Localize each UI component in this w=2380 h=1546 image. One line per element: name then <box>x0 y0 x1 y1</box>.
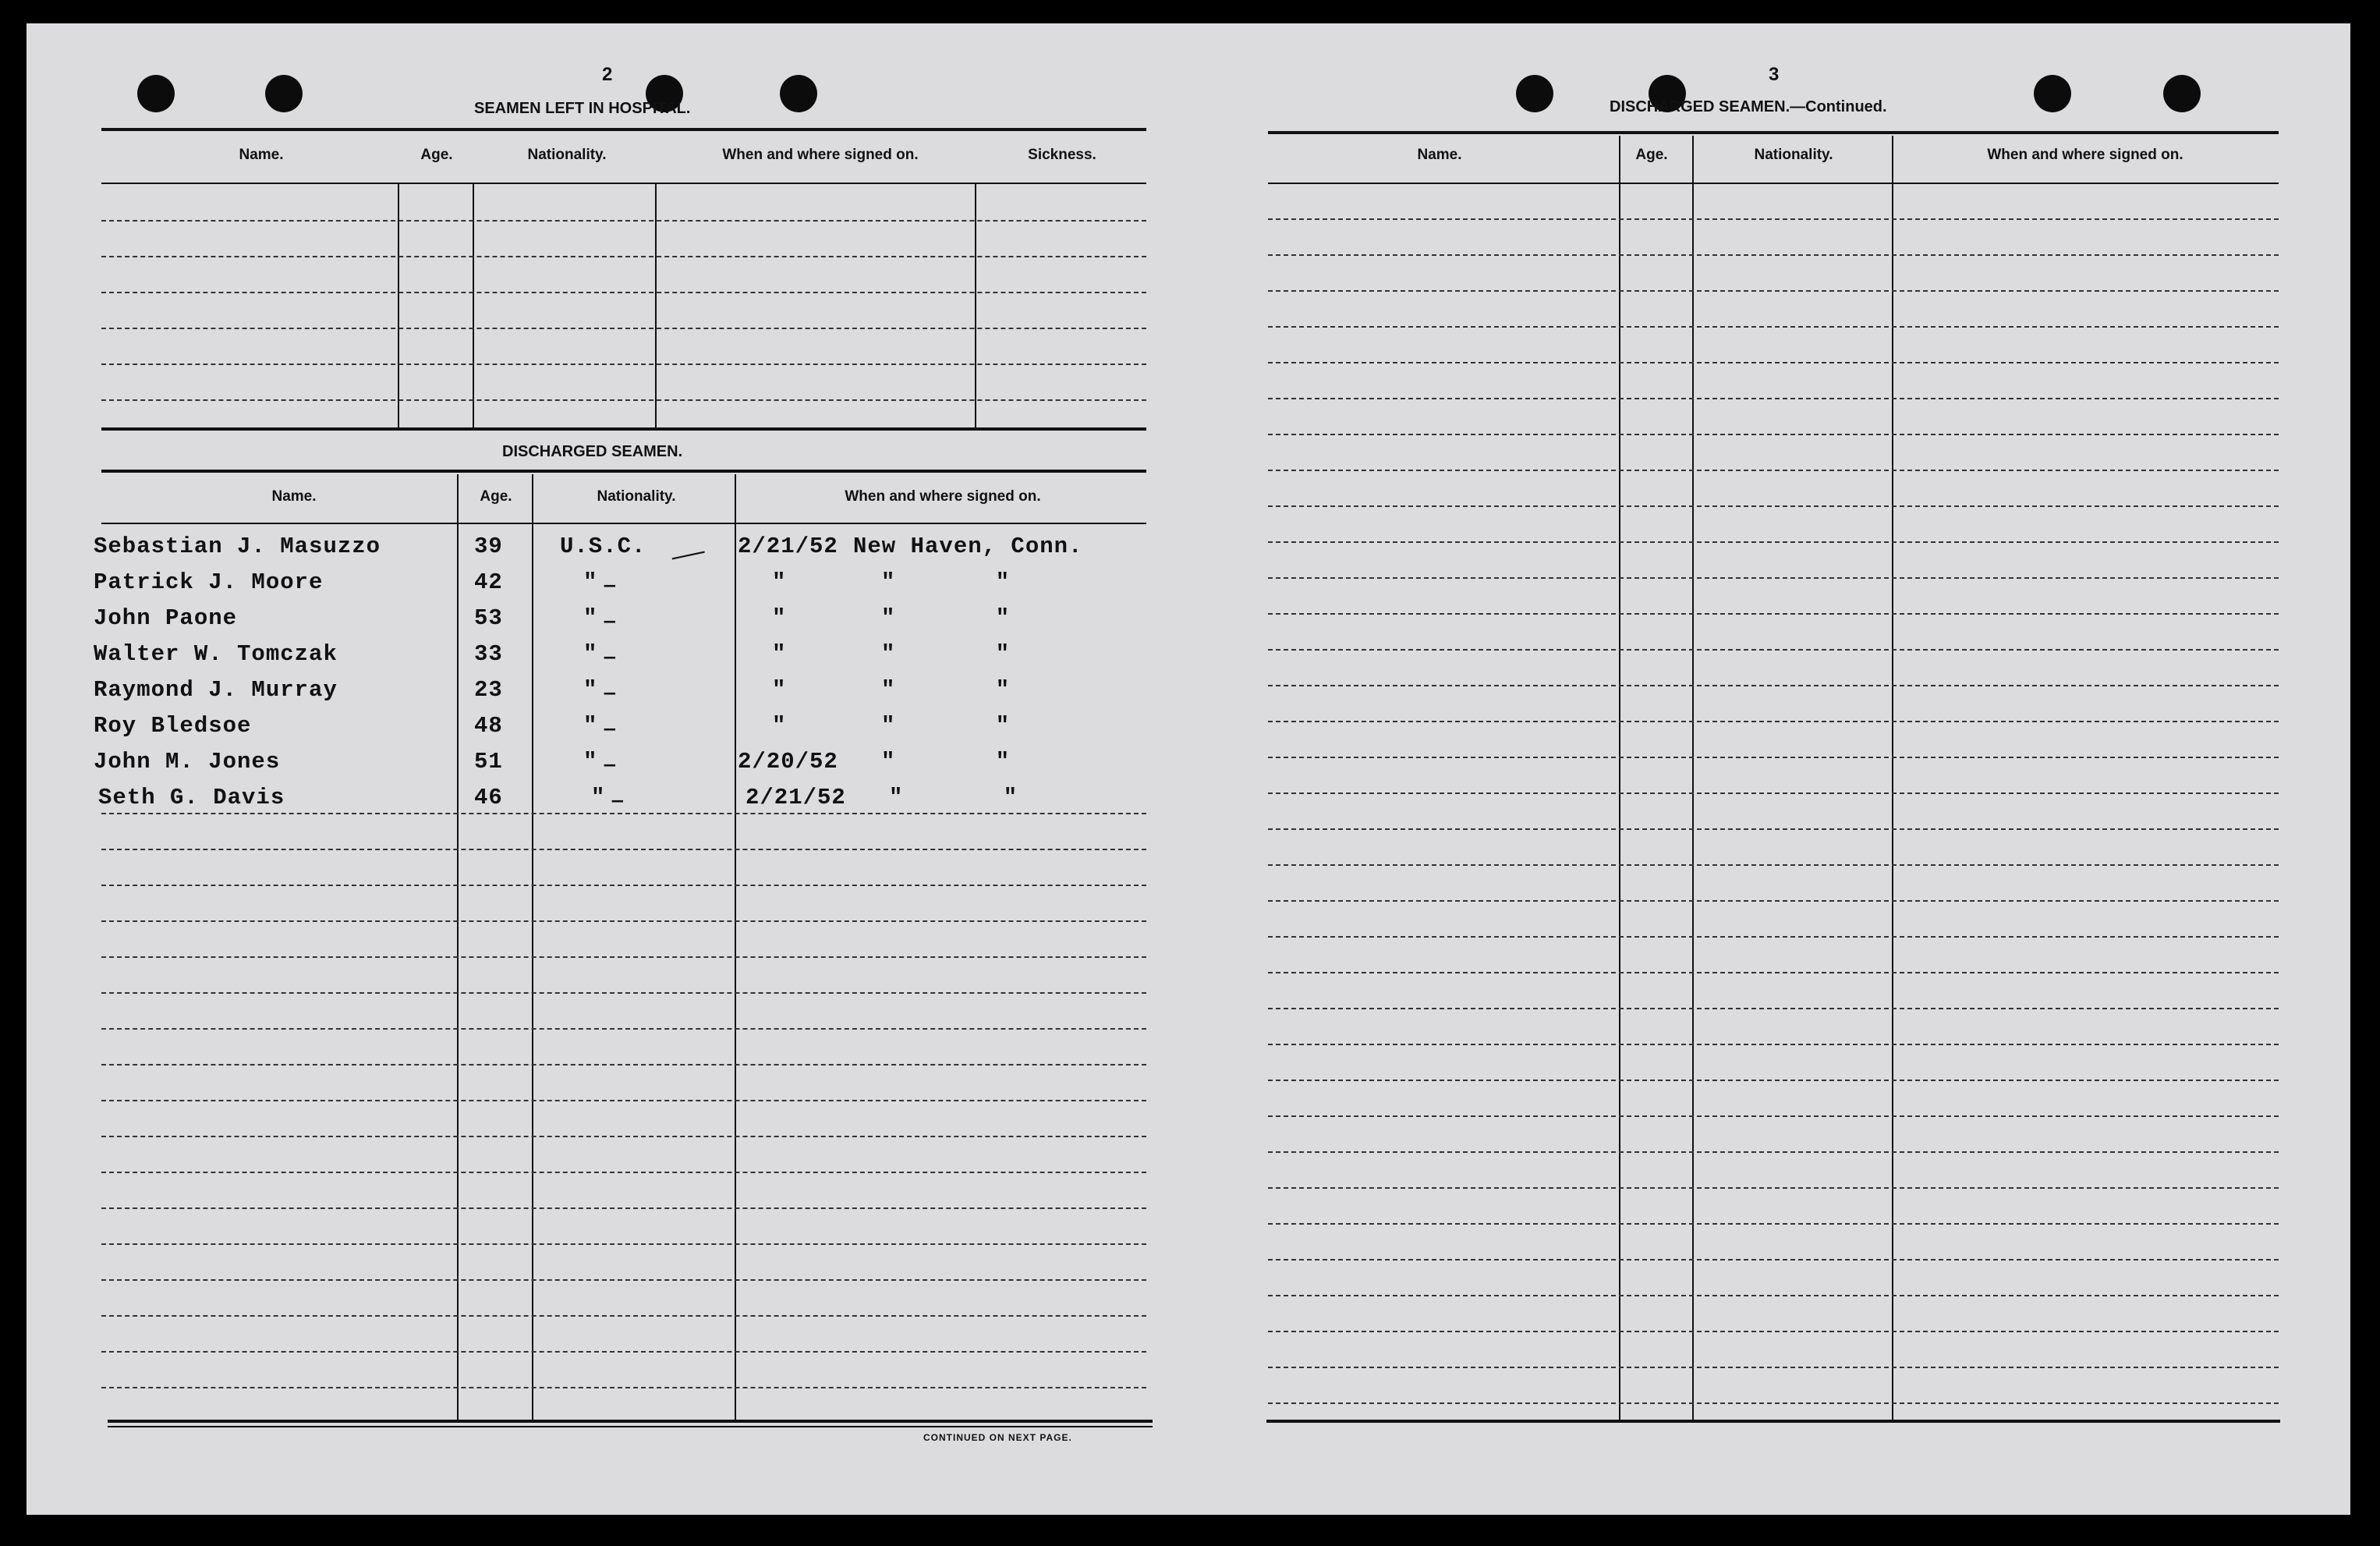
continued-note: CONTINUED ON NEXT PAGE. <box>923 1432 1072 1443</box>
entry-line <box>101 1279 1146 1281</box>
entry-line <box>101 1100 1146 1101</box>
rule <box>101 183 1146 184</box>
signed-on-date: 2/20/52 <box>738 749 838 775</box>
check-mark: ‒ <box>604 574 616 597</box>
discharged-section-title: DISCHARGED SEAMEN. <box>502 443 683 460</box>
entry-line <box>1268 1115 2279 1117</box>
header-signed-on: When and where signed on. <box>1987 147 2183 163</box>
entry-line <box>1268 1259 2279 1261</box>
signed-on-date: " <box>772 677 787 703</box>
signed-on-place: " " <box>881 641 1011 667</box>
seaman-name: John Paone <box>94 605 238 631</box>
seaman-nationality: " <box>583 641 598 667</box>
entry-line <box>1268 1187 2279 1189</box>
entry-line <box>1268 218 2279 220</box>
seaman-nationality: " <box>591 785 606 810</box>
entry-line <box>1268 900 2279 902</box>
signed-on-place: " " <box>881 605 1011 631</box>
entry-line <box>101 220 1146 222</box>
entry-line <box>1268 685 2279 686</box>
rule <box>101 427 1146 431</box>
rule <box>1266 1420 2280 1423</box>
column-divider <box>1619 136 1620 1420</box>
entry-line <box>1268 613 2279 615</box>
signed-on-date: " <box>772 713 787 739</box>
punch-hole <box>1516 75 1553 112</box>
check-mark: ‒ <box>611 789 624 813</box>
signed-on-date: " <box>772 605 787 631</box>
entry-line <box>101 399 1146 401</box>
seaman-nationality: " <box>583 677 598 703</box>
rule <box>101 523 1146 524</box>
rule <box>108 1420 1153 1423</box>
rule <box>1268 183 2279 184</box>
entry-line <box>1268 1331 2279 1332</box>
seaman-nationality: " <box>583 569 598 595</box>
entry-line <box>1268 434 2279 435</box>
entry-line <box>101 363 1146 365</box>
check-mark: ⸺ <box>669 540 708 571</box>
column-divider <box>532 474 533 1420</box>
left-page-number: 2 <box>602 64 613 85</box>
entry-line <box>1268 541 2279 543</box>
seaman-nationality: " <box>583 749 598 775</box>
seaman-age: 53 <box>474 605 503 631</box>
header-sickness: Sickness. <box>1028 147 1096 163</box>
seaman-name: Patrick J. Moore <box>94 569 324 595</box>
header-age: Age. <box>420 147 453 163</box>
punch-hole <box>2163 75 2201 112</box>
signed-on-place: " " <box>881 677 1011 703</box>
entry-line <box>101 813 1146 814</box>
check-mark: ‒ <box>604 718 616 741</box>
entry-line <box>1268 1044 2279 1045</box>
entry-line <box>101 1028 1146 1030</box>
punch-hole <box>2034 75 2071 112</box>
signed-on-place: New Haven, Conn. <box>853 534 1083 559</box>
entry-line <box>101 1207 1146 1209</box>
seaman-age: 46 <box>474 785 503 810</box>
header-nationality: Nationality. <box>1754 147 1833 163</box>
column-divider <box>735 474 736 1420</box>
entry-line <box>1268 290 2279 292</box>
header-name: Name. <box>271 488 317 505</box>
entry-line <box>101 256 1146 257</box>
rule <box>101 470 1146 473</box>
column-divider <box>1892 136 1893 1420</box>
entry-line <box>1268 864 2279 866</box>
seaman-name: Raymond J. Murray <box>94 677 338 703</box>
check-mark: ‒ <box>604 610 616 633</box>
header-signed-on: When and where signed on. <box>722 147 919 163</box>
entry-line <box>1268 505 2279 507</box>
entry-line <box>1268 398 2279 399</box>
signed-on-place: " " <box>881 749 1011 775</box>
seaman-name: John M. Jones <box>94 749 281 775</box>
column-divider <box>457 474 459 1420</box>
header-signed-on: When and where signed on. <box>845 488 1041 505</box>
rule <box>1268 131 2279 134</box>
entry-line <box>101 1387 1146 1388</box>
entry-line <box>1268 649 2279 651</box>
entry-line <box>101 1351 1146 1353</box>
entry-line <box>101 1243 1146 1245</box>
entry-line <box>1268 470 2279 471</box>
rule <box>108 1426 1153 1427</box>
entry-line <box>1268 936 2279 938</box>
seaman-age: 39 <box>474 534 503 559</box>
signed-on-date: 2/21/52 <box>746 785 846 810</box>
check-mark: ‒ <box>604 646 616 669</box>
entry-line <box>1268 1367 2279 1368</box>
punch-hole <box>137 75 175 112</box>
check-mark: ‒ <box>604 682 616 705</box>
punch-hole <box>265 75 303 112</box>
signed-on-date: " <box>772 641 787 667</box>
signed-on-place: " " <box>881 713 1011 739</box>
seaman-nationality: " <box>583 605 598 631</box>
entry-line <box>1268 793 2279 794</box>
seaman-age: 33 <box>474 641 503 667</box>
entry-line <box>1268 1402 2279 1404</box>
entry-line <box>1268 1295 2279 1296</box>
hospital-section-title: SEAMEN LEFT IN HOSPITAL. <box>474 100 691 117</box>
entry-line <box>101 992 1146 994</box>
entry-line <box>1268 757 2279 758</box>
header-age: Age. <box>1635 147 1668 163</box>
signed-on-place: " " <box>889 785 1018 810</box>
seaman-age: 48 <box>474 713 503 739</box>
entry-line <box>1268 254 2279 256</box>
seaman-age: 51 <box>474 749 503 775</box>
entry-line <box>101 885 1146 886</box>
signed-on-date: 2/21/52 <box>738 534 838 559</box>
entry-line <box>1268 1151 2279 1153</box>
entry-line <box>101 1136 1146 1137</box>
entry-line <box>101 292 1146 293</box>
entry-line <box>1268 828 2279 830</box>
seaman-name: Roy Bledsoe <box>94 713 252 739</box>
column-divider <box>1692 136 1694 1420</box>
header-name: Name. <box>1417 147 1462 163</box>
entry-line <box>1268 1008 2279 1009</box>
check-mark: ‒ <box>604 753 616 777</box>
right-section-title: DISCHARGED SEAMEN.—Continued. <box>1610 98 1887 115</box>
entry-line <box>1268 362 2279 363</box>
entry-line <box>101 849 1146 850</box>
seaman-nationality: " <box>583 713 598 739</box>
seaman-age: 23 <box>474 677 503 703</box>
seaman-name: Walter W. Tomczak <box>94 641 338 667</box>
rule <box>101 128 1146 131</box>
entry-line <box>101 328 1146 329</box>
header-nationality: Nationality. <box>597 488 676 505</box>
entry-line <box>1268 1080 2279 1081</box>
signed-on-place: " " <box>881 569 1011 595</box>
entry-line <box>101 1172 1146 1173</box>
entry-line <box>101 956 1146 958</box>
entry-line <box>101 1315 1146 1317</box>
seaman-nationality: U.S.C. <box>560 534 646 559</box>
seaman-name: Sebastian J. Masuzzo <box>94 534 381 559</box>
punch-hole <box>780 75 817 112</box>
signed-on-date: " <box>772 569 787 595</box>
document-scan <box>27 23 2350 1515</box>
entry-line <box>1268 972 2279 973</box>
right-page-number: 3 <box>1769 64 1780 85</box>
seaman-age: 42 <box>474 569 503 595</box>
entry-line <box>101 1064 1146 1066</box>
header-nationality: Nationality. <box>527 147 607 163</box>
entry-line <box>1268 1223 2279 1225</box>
entry-line <box>1268 577 2279 579</box>
entry-line <box>1268 721 2279 722</box>
header-name: Name. <box>239 147 284 163</box>
entry-line <box>101 920 1146 922</box>
header-age: Age. <box>480 488 512 505</box>
seaman-name: Seth G. Davis <box>98 785 285 810</box>
entry-line <box>1268 326 2279 328</box>
